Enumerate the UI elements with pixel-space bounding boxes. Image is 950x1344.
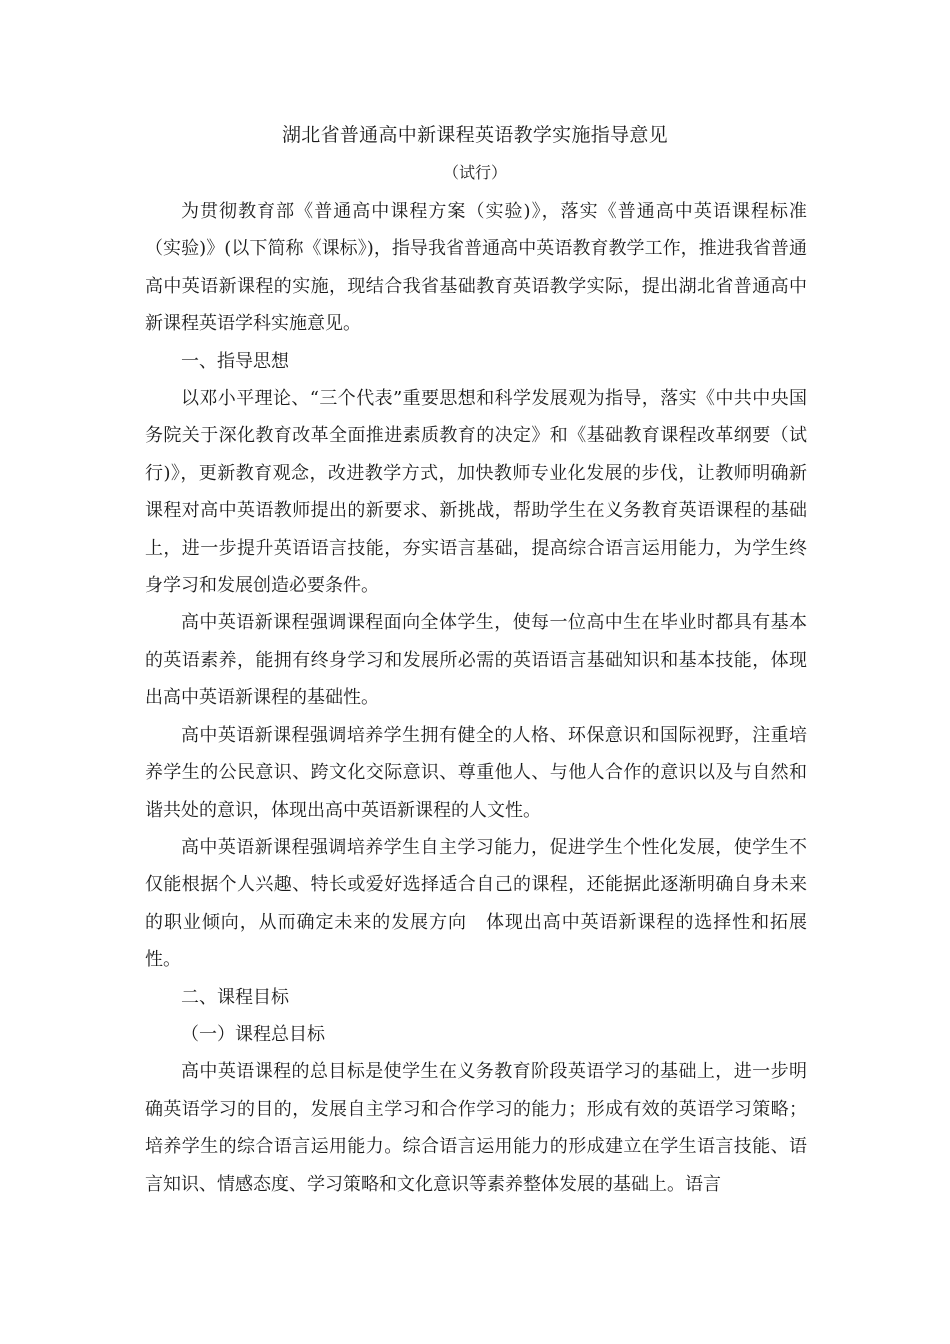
document-subtitle: （试行） — [442, 163, 507, 182]
body-paragraph: 高中英语新课程强调培养学生自主学习能力，促进学生个性化发展，使学生不仅能根据个人兴趣、特长或爱好选择适合自己的课程，还能据此逐渐明确自身未来的职业倾向，从而确定未来的发展方向 体现出高中英语新课程的选择性和拓展性。 — [145, 836, 807, 971]
document-title: 湖北省普通高中新课程英语教学实施指导意见 — [281, 124, 668, 146]
section-heading-guiding-ideology: 一、指导思想 — [181, 350, 289, 372]
document-body — [145, 193, 807, 1203]
body-paragraph: 以邓小平理论、“三个代表”重要思想和科学发展观为指导，落实《中共中央国务院关于深化教育改革全面推进素质教育的决定》和《基础教育课程改革纲要（试行)》，更新教育观念，改进教学方式，加快教师专业化发展的步伐，让教师明确新课程对高中英语教师提出的新要求、新挑战，帮助学生在义务教育英语课程的基础上，进一步提升英语语言技能，夯实语言基础，提高综合语言运用能力，为学生终身学习和发展创造必要条件。 — [145, 388, 807, 597]
body-paragraph: 高中英语新课程强调课程面向全体学生，使每一位高中生在毕业时都具有基本的英语素养，能拥有终身学习和发展所必需的英语语言基础知识和基本技能，体现出高中英语新课程的基础性。 — [145, 612, 807, 709]
intro-paragraph: 为贯彻教育部《普通高中课程方案（实验)》，落实《普通高中英语课程标准（实验)》(以下简称《课标》)，指导我省普通高中英语教育教学工作，推进我省普通高中英语新课程的实施，现结合我省基础教育英语教学实际，提出湖北省普通高中新课程英语学科实施意见。 — [145, 201, 807, 335]
subsection-heading-overall-goal: （一）课程总目标 — [181, 1023, 325, 1045]
body-paragraph: 高中英语课程的总目标是使学生在义务教育阶段英语学习的基础上，进一步明确英语学习的目的，发展自主学习和合作学习的能力；形成有效的英语学习策略；培养学生的综合语言运用能力。综合语言运用能力的形成建立在学生语言技能、语言知识、情感态度、学习策略和文化意识等素养整体发展的基础上。语言 — [145, 1061, 807, 1195]
section-heading-course-goals: 二、课程目标 — [181, 986, 289, 1008]
body-paragraph: 高中英语新课程强调培养学生拥有健全的人格、环保意识和国际视野，注重培养学生的公民意识、跨文化交际意识、尊重他人、与他人合作的意识以及与自然和谐共处的意识，体现出高中英语新课程的人文性。 — [145, 724, 807, 821]
